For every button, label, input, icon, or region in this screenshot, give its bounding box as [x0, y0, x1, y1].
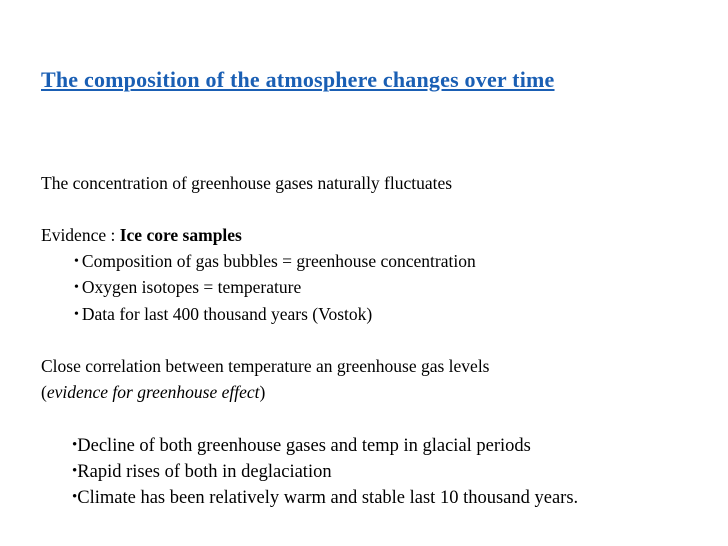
evidence-bullet-text: Data for last 400 thousand years (Vostok)	[81, 304, 373, 324]
correlation-note	[41, 381, 265, 403]
bullet-dot-icon: •	[72, 437, 78, 453]
evidence-bullet-text: Oxygen isotopes = temperature	[81, 277, 302, 297]
evidence-bullet	[74, 303, 372, 326]
finding-text: Decline of both greenhouse gases and temp in glacial periods	[77, 436, 531, 456]
finding-bullet	[72, 433, 531, 458]
evidence-value: Ice core samples	[119, 225, 242, 245]
evidence-bullet-text: Composition of gas bubbles = greenhouse concentration	[81, 251, 476, 271]
correlation-italic: evidence for greenhouse effect	[46, 382, 260, 402]
bullet-dot-icon: •	[74, 307, 79, 322]
evidence-bullet	[74, 250, 476, 273]
bullet-dot-icon: •	[74, 254, 79, 269]
intro-text: The concentration of greenhouse gases naturally fluctuates	[41, 173, 453, 193]
evidence-label: Evidence :	[41, 225, 120, 245]
paren-open: (	[41, 382, 47, 402]
paren-close: )	[259, 382, 266, 402]
bullet-dot-icon: •	[72, 463, 78, 479]
bullet-dot-icon: •	[72, 489, 78, 505]
evidence-line	[41, 224, 242, 246]
finding-bullet	[72, 485, 578, 510]
bullet-dot-icon: •	[74, 280, 79, 295]
finding-text: Rapid rises of both in deglaciation	[77, 462, 332, 482]
finding-text: Climate has been relatively warm and stable last 10 thousand years.	[77, 488, 579, 508]
evidence-bullet	[74, 276, 301, 299]
slide-title: The composition of the atmosphere changes over time	[41, 67, 555, 92]
correlation-line: Close correlation between temperature an greenhouse gas levels	[41, 356, 490, 376]
finding-bullet	[72, 459, 332, 484]
